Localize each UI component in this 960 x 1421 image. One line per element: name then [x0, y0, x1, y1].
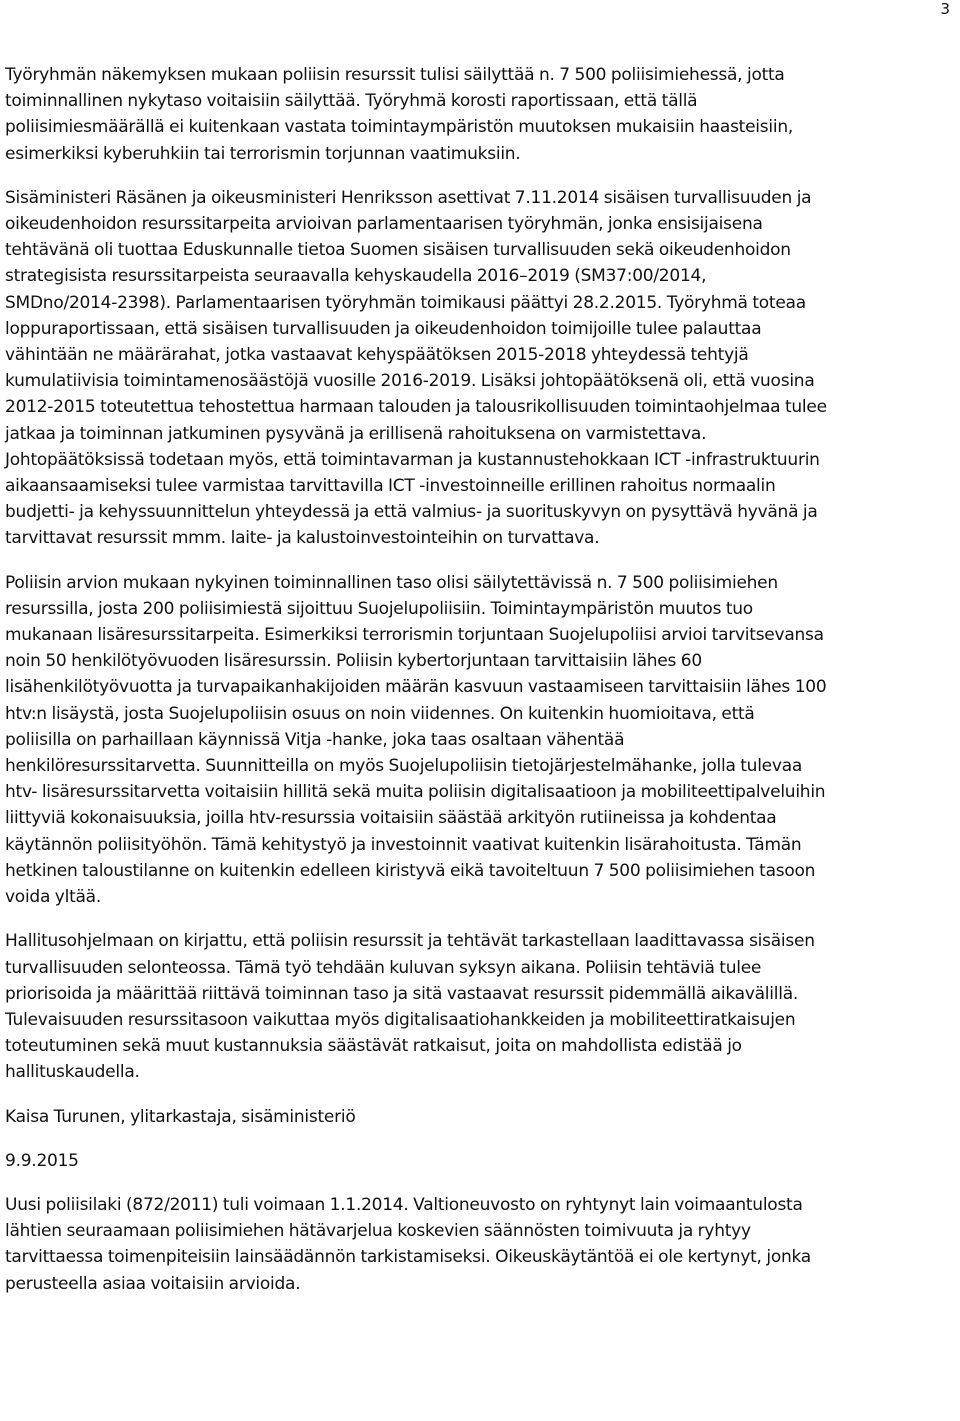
paragraph-working-group-view: Työryhmän näkemyksen mukaan poliisin resurssit tulisi säilyttää n. 7 500 poliisimiehessä, jotta toiminnallinen nykytaso voitaisiin säilyttää. Työryhmä korosti raportissaan, että tällä poliisimiesmäärällä ei kuitenkaan vastata toimintaympäristön muutoksen mukaisiin haasteisiin, esimerkiksi kyberuhkiin tai terrorismin torjunnan vaatimuksiin.	[5, 65, 794, 164]
author-signature: Kaisa Turunen, ylitarkastaja, sisäministeriö	[5, 1106, 356, 1127]
document-body	[5, 62, 957, 1315]
document-date: 9.9.2015	[5, 1150, 79, 1171]
page-number: 3	[940, 0, 950, 18]
paragraph-parliamentary-working-group: Sisäministeri Räsänen ja oikeusministeri Henriksson asettivat 7.11.2014 sisäisen turvallisuuden ja oikeudenhoidon resurssitarpeita arvioivan parlamentaarisen työryhmän, jonka ensisijaisena tehtävänä oli tuottaa Eduskunnalle tietoa Suomen sisäisen turvallisuuden sekä oikeudenhoidon strategisista resurssitarpeista seuraavalla kehyskaudella 2016–2019 (SM37:00/2014, SMDno/2014-2398). Parlamentaarisen työryhmän toimikausi päättyi 28.2.2015. Työryhmä toteaa loppuraportissaan, että sisäisen turvallisuuden ja oikeudenhoidon toimijoille tulee palauttaa vähintään ne määrärahat, jotka vastaavat kehyspäätöksen 2015-2018 yhteydessä tehtyjä kumulatiivisia toimintamenosäästöjä vuosille 2016-2019. Lisäksi johtopäätöksenä oli, että vuosina 2012-2015 toteutettua tehostettua harmaan talouden ja talousrikollisuuden toimintaohjelmaa tulee jatkaa ja toiminnan jatkuminen pysyvänä ja erillisenä rahoituksena on varmistettava. Johtopäätöksissä todetaan myös, että toimintavarman ja kustannustehokkaan ICT -infrastruktuurin aikaansaamiseksi tulee varmistaa tarvittavilla ICT -investoinneille erillinen rahoitus normaalin budjetti- ja kehyssuunnittelun yhteydessä ja että valmius- ja suorituskyvyn on pysyttävä hyvänä ja tarvittavat resurssit mmm. laite- ja kalustoinvestointeihin on turvattava.	[5, 187, 827, 549]
paragraph-police-assessment: Poliisin arvion mukaan nykyinen toiminnallinen taso olisi säilytettävissä n. 7 500 poliisimiehen resurssilla, josta 200 poliisimiestä sijoittuu Suojelupoliisiin. Toimintaympäristön muutos tuo mukanaan lisäresurssitarpeita. Esimerkiksi terrorismin torjuntaan Suojelupoliisi arvioi tarvitsevansa noin 50 henkilötyövuoden lisäresurssin. Poliisin kybertorjuntaan tarvittaisiin lähes 60 lisähenkilötyövuotta ja turvapaikanhakijoiden määrän kasvuun vastaamiseen tarvittaisiin lähes 100 htv:n lisäystä, josta Suojelupoliisin osuus on noin viidennes. On kuitenkin huomioitava, että poliisilla on parhaillaan käynnissä Vitja -hanke, joka taas osaltaan vähentää henkilöresurssitarvetta. Suunnitteilla on myös Suojelupoliisin tietojärjestelmähanke, jolla tulevaa htv- lisäresurssitarvetta voitaisiin hillitä sekä muita poliisin digitalisaatioon ja mobiliteettipalveluihin liittyviä kokonaisuuksia, joilla htv-resurssia voitaisiin säästää arkityön rutiineissa ja kohdentaa käytännön poliisityöhön. Tämä kehitystyö ja investoinnit vaativat kuitenkin lisärahoitusta. Tämän hetkinen taloustilanne on kuitenkin edelleen kiristyvä eikä tavoiteltuun 7 500 poliisimiehen tasoon voida yltää.	[5, 572, 827, 908]
paragraph-police-act: Uusi poliisilaki (872/2011) tuli voimaan 1.1.2014. Valtioneuvosto on ryhtynyt lain voimaantulosta lähtien seuraamaan poliisimiehen hätävarjelua koskevien säännösten toimivuuta ja ryhtyy tarvittaessa toimenpiteisiin lainsäädännön tarkistamiseksi. Oikeuskäytäntöä ei ole kertynyt, jonka perusteella asiaa voitaisiin arvioida.	[5, 1194, 811, 1294]
paragraph-government-programme: Hallitusohjelmaan on kirjattu, että poliisin resurssit ja tehtävät tarkastellaan laadittavassa sisäisen turvallisuuden selonteossa. Tämä työ tehdään kuluvan syksyn aikana. Poliisin tehtäviä tulee priorisoida ja määrittää riittävä toiminnan taso ja sitä vastaavat resurssit pidemmällä aikavälillä. Tulevaisuuden resurssitasoon vaikuttaa myös digitalisaatiohankkeiden ja mobiliteettiratkaisujen toteutuminen sekä muut kustannuksia säästävät ratkaisut, joita on mahdollista edistää jo hallituskaudella.	[5, 931, 815, 1083]
